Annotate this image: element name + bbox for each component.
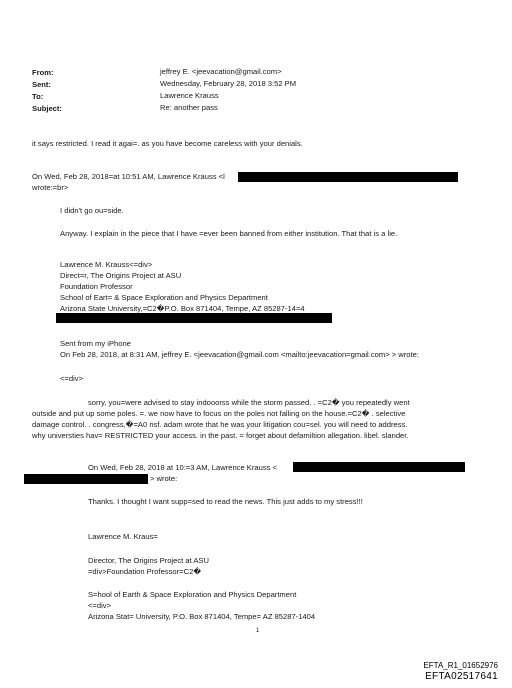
- paragraph: Anyway. I explain in the piece that I have =ever been banned from either institution. That that is a lie.: [60, 229, 398, 238]
- subject-label: Subject:: [32, 104, 62, 113]
- bates-number: EFTA02517641: [425, 671, 498, 682]
- signature-line: School of Eart= & Space Exploration and Physics Department: [60, 293, 268, 302]
- sent-value: Wednesday, February 28, 2018 3:52 PM: [160, 79, 297, 88]
- sent-from-line: Sent from my iPhone: [60, 339, 131, 348]
- quote-header-1: On Wed, Feb 28, 2018=at 10:51 AM, Lawrence Krauss <l: [32, 172, 225, 181]
- quote-header-3-wrote: > wrote:: [150, 474, 178, 483]
- paragraph-line: sorry, you=were advised to stay indooorss while the storm passed. . =C2� you repeatedly went: [88, 398, 410, 407]
- signature-line: <=div>: [88, 601, 112, 610]
- to-label: To:: [32, 92, 44, 101]
- quote-header-2: On Feb 28, 2018, at 8:31 AM, jeffrey E. <jeevacation@gmail.com <mailto:jeevacation=gmail.com> > wrote:: [60, 350, 419, 359]
- quote-header-3: On Wed, Feb 28, 2018 at 10:=3 AM, Lawrence Krauss <: [88, 463, 277, 472]
- sent-label: Sent:: [32, 80, 51, 89]
- div-tag-line: <=div>: [60, 374, 84, 383]
- to-value: Lawrence Krauss: [160, 91, 219, 100]
- paragraph-line: why universties hav= RESTRICTED your access. in the past. = forget about defamiltion allegation. libel. slander.: [32, 431, 409, 440]
- signature-line: Foundation Professor: [60, 282, 133, 291]
- redaction-box: [238, 172, 458, 182]
- page-number: 1: [256, 628, 260, 634]
- subject-value: Re: another pass: [160, 103, 218, 112]
- from-label: From:: [32, 68, 54, 77]
- body-first-line: it says restricted. I read it agai=. as you have become careless with your denials.: [32, 139, 303, 148]
- signature-line: Lawrence M. Krauss<=div>: [60, 260, 153, 269]
- document-id: EFTA_R1_01652976: [423, 661, 498, 670]
- paragraph: I didn't go ou=side.: [60, 206, 124, 215]
- paragraph: Thanks. I thought I want supp=sed to read the news. This just adds to my stress!!!: [88, 497, 363, 506]
- signature-line: Arizona State University,=C2�P.O. Box 871404, Tempe, AZ 85287-14=4: [60, 304, 305, 313]
- signature-line: Direct=r, The Origins Project at ASU: [60, 271, 182, 280]
- signature-line: Arizona Stat= University, P.O. Box 871404, Tempe= AZ 85287-1404: [88, 612, 316, 621]
- paragraph-line: outside and put up some poles. =. we now have to focus on the poles not falling on the house.=C2� . selective: [32, 409, 406, 418]
- redaction-box: [56, 313, 332, 323]
- signature-line: Lawrence M. Kraus=: [88, 532, 158, 541]
- signature-line: =div>Foundation Professor=C2�: [88, 567, 202, 576]
- signature-line: S=hool of Earth & Space Exploration and Physics Department: [88, 590, 297, 599]
- quote-header-1-wrote: wrote:=br>: [32, 183, 69, 192]
- paragraph-line: damage control. . congress,�=A0 nsf. adam wrote that he was your litigation cou=sel. you will need to address.: [32, 420, 408, 429]
- redaction-box: [293, 462, 465, 472]
- redaction-box: [24, 474, 148, 484]
- signature-line: Director, The Origins Project at ASU: [88, 556, 209, 565]
- from-value: jeffrey E. <jeevacation@gmail.com>: [160, 67, 282, 76]
